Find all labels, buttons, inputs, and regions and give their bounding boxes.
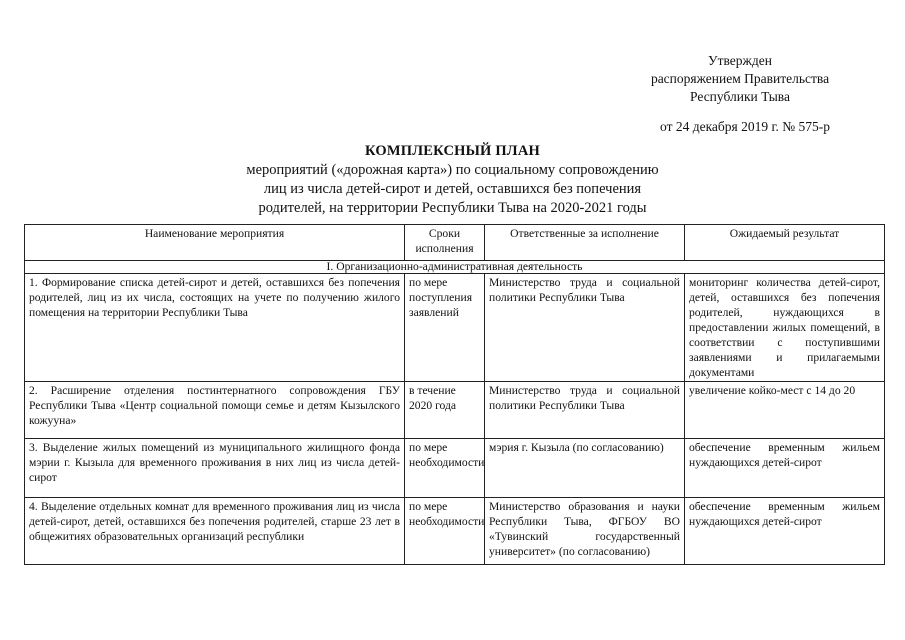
column-header-name: Наименование мероприятия (25, 225, 405, 261)
title-line: лиц из числа детей-сирот и детей, оставшихся без попечения (263, 181, 642, 197)
cell-name: 3. Выделение жилых помещений из муниципального жилищного фонда мэрии г. Кызыла для временного проживания в них лиц из числа детей-сирот (25, 439, 405, 498)
cell-name: 2. Расширение отделения постинтернатного сопровождения ГБУ Республики Тыва «Центр социальной помощи семье и детям Кызылского кожууна» (25, 382, 405, 439)
table-row (25, 498, 885, 565)
cell-responsible: Министерство образования и науки Республики Тыва, ФГБОУ ВО «Тувинский государственный университет» (по согласованию) (485, 498, 685, 565)
table-header-row (25, 225, 885, 261)
cell-name: 1. Формирование списка детей-сирот и детей, оставшихся без попечения родителей, лиц из их числа, состоящих на учете по получению жилого помещения на территории Республики Тыва (25, 274, 405, 382)
document-title (0, 142, 905, 218)
approval-line: Республики Тыва (690, 89, 790, 104)
cell-result: увеличение койко-мест с 14 до 20 (685, 382, 885, 439)
section-row (25, 261, 885, 274)
cell-name: 4. Выделение отдельных комнат для временного проживания лиц из числа детей-сирот, детей, оставшихся без попечения родителей, старше 23 лет в общежитиях образовательных организаций республики (25, 498, 405, 565)
approval-line: распоряжением Правительства (650, 71, 830, 86)
cell-deadline: в течение 2020 года (405, 382, 485, 439)
title-line: родителей, на территории Республики Тыва на 2020-2021 годы (258, 200, 647, 216)
cell-responsible: Министерство труда и социальной политики Республики Тыва (485, 274, 685, 382)
cell-deadline: по мере необходимости (405, 498, 485, 565)
approval-line: Утвержден (708, 53, 772, 68)
cell-deadline: по мере необходимости (405, 439, 485, 498)
section-title: I. Организационно-административная деятельность (25, 261, 885, 274)
cell-result: обеспечение временным жильем нуждающихся детей-сирот (685, 439, 885, 498)
cell-result: обеспечение временным жильем нуждающихся детей-сирот (685, 498, 885, 565)
column-header-responsible: Ответственные за исполнение (485, 225, 685, 261)
cell-result: мониторинг количества детей-сирот, детей, оставшихся без попечения родителей, нуждающихся в предоставлении жилых помещений, в соответствии с поступившими заявлениями и прилагаемыми документами (685, 274, 885, 382)
table-row (25, 439, 885, 498)
cell-responsible: Министерство труда и социальной политики Республики Тыва (485, 382, 685, 439)
table-row (25, 382, 885, 439)
column-header-result: Ожидаемый результат (685, 225, 885, 261)
title-line: мероприятий («дорожная карта») по социальному сопровождению (246, 162, 659, 178)
cell-responsible: мэрия г. Кызыла (по согласованию) (485, 439, 685, 498)
approval-block (600, 52, 880, 106)
cell-deadline: по мере поступления заявлений (405, 274, 485, 382)
plan-table (24, 224, 885, 565)
title-main: КОМПЛЕКСНЫЙ ПЛАН (365, 143, 540, 159)
approval-date: от 24 декабря 2019 г. № 575-р (660, 119, 831, 134)
column-header-deadline: Сроки исполнения (405, 225, 485, 261)
table-row (25, 274, 885, 382)
